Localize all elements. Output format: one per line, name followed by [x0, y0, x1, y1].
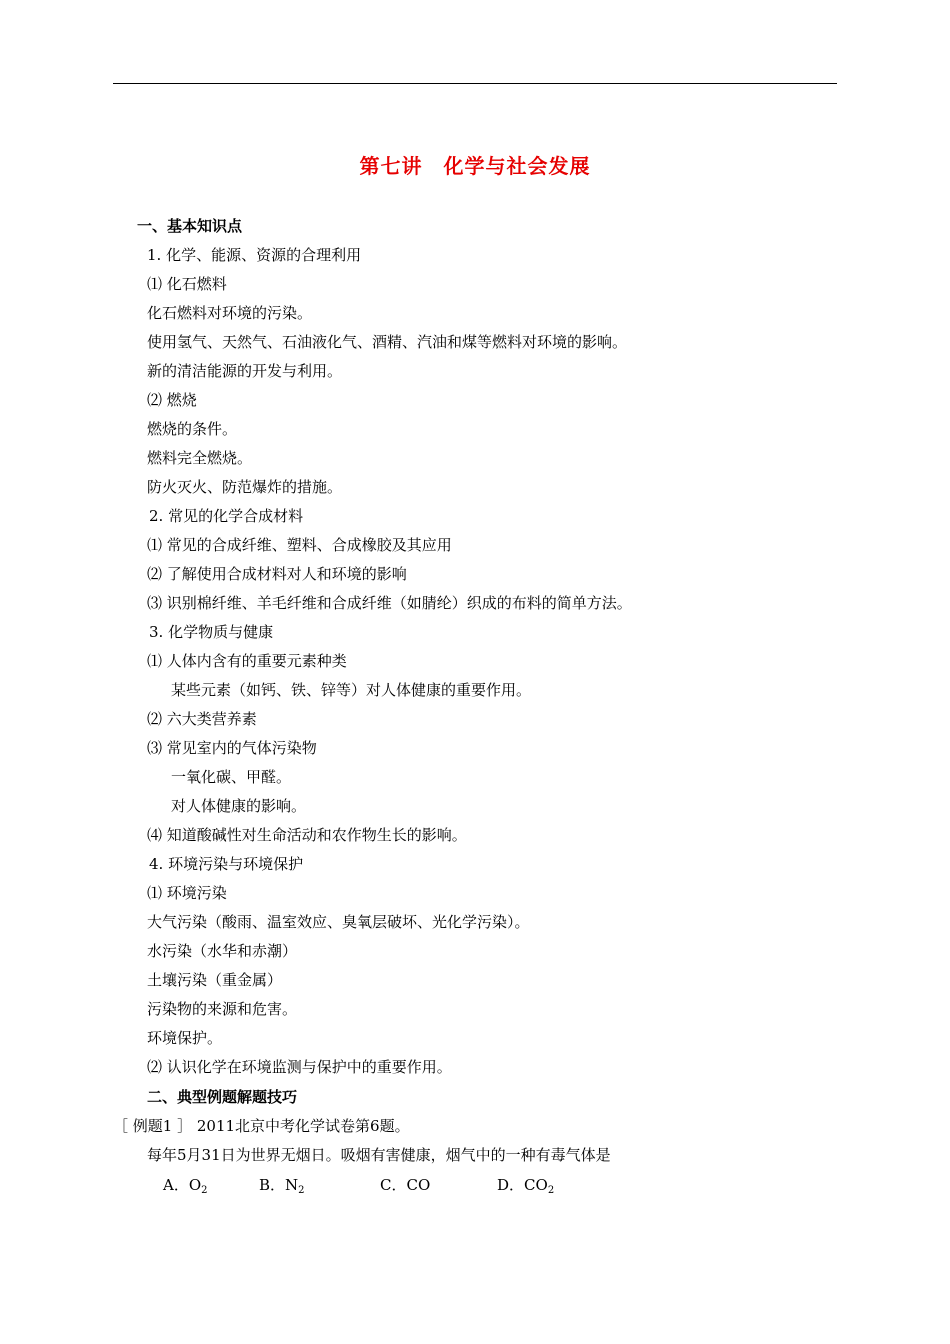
option-d: D．$CO_2$ [497, 1176, 555, 1196]
list-item: 大气污染（酸雨、温室效应、臭氧层破坏、光化学污染）。 [147, 913, 530, 931]
option-c: C．CO [380, 1176, 431, 1194]
list-item: 燃烧的条件。 [147, 420, 238, 438]
list-item: ⑵ 了解使用合成材料对人和环境的影响 [147, 565, 407, 583]
list-item: 新的清洁能源的开发与利用。 [147, 362, 343, 380]
list-item: 土壤污染（重金属） [147, 971, 283, 989]
list-item: 燃料完全燃烧。 [147, 449, 253, 467]
header-rule [113, 83, 837, 84]
list-item: ⑴ 化石燃料 [147, 275, 227, 293]
list-item: 使用氢气、天然气、石油液化气、酒精、汽油和煤等燃料对环境的影响。 [147, 333, 628, 351]
list-item: ⑵ 燃烧 [147, 391, 197, 409]
example-source: 2011北京中考化学试卷第6题。 [196, 1117, 410, 1135]
question-text: 每年5月31日为世界无烟日。吸烟有害健康，烟气中的一种有毒气体是 [147, 1146, 611, 1164]
list-item: 4. 环境污染与环境保护 [149, 855, 304, 873]
list-item: ⑵ 认识化学在环境监测与保护中的重要作用。 [147, 1058, 452, 1076]
list-item: 2. 常见的化学合成材料 [149, 507, 304, 525]
option-b: B．$N_2$ [259, 1176, 305, 1196]
list-item: 1. 化学、能源、资源的合理利用 [147, 246, 362, 264]
example-header [113, 1116, 410, 1136]
list-item: 3. 化学物质与健康 [149, 623, 274, 641]
list-item: ⑷ 知道酸碱性对生命活动和农作物生长的影响。 [147, 826, 467, 844]
list-item: ⑶ 常见室内的气体污染物 [147, 739, 317, 757]
list-item: 化石燃料对环境的污染。 [147, 304, 313, 322]
list-item: 污染物的来源和危害。 [147, 1000, 298, 1018]
list-item: ⑵ 六大类营养素 [147, 710, 257, 728]
list-item: 某些元素（如钙、铁、锌等）对人体健康的重要作用。 [171, 681, 532, 699]
list-item: 对人体健康的影响。 [171, 797, 307, 815]
list-item: 防火灭火、防范爆炸的措施。 [147, 478, 343, 496]
list-item: ⑴ 环境污染 [147, 884, 227, 902]
example-label: ［ 例题1 ］ [113, 1117, 193, 1135]
option-a: A．$O_2$ [163, 1176, 208, 1196]
section-heading-basics: 一、基本知识点 [137, 217, 243, 235]
list-item: ⑴ 人体内含有的重要元素种类 [147, 652, 347, 670]
page-title: 第七讲 化学与社会发展 [359, 154, 591, 178]
list-item: ⑶ 识别棉纤维、羊毛纤维和合成纤维（如腈纶）织成的布料的简单方法。 [147, 594, 632, 612]
section-heading-examples: 二、典型例题解题技巧 [147, 1088, 298, 1106]
list-item: ⑴ 常见的合成纤维、塑料、合成橡胶及其应用 [147, 536, 452, 554]
list-item: 环境保护。 [147, 1029, 223, 1047]
list-item: 一氧化碳、甲醛。 [171, 768, 292, 786]
list-item: 水污染（水华和赤潮） [147, 942, 298, 960]
